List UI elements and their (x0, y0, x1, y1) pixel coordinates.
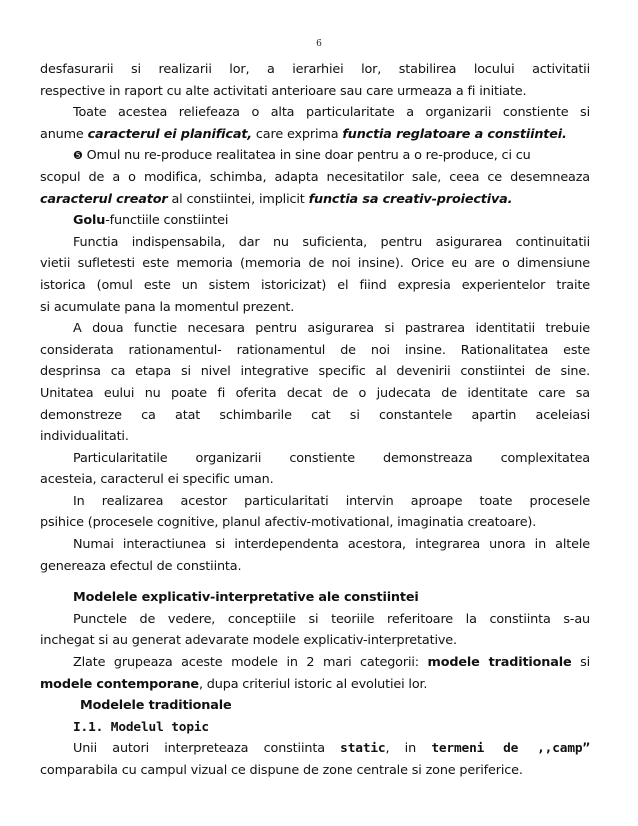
text-line: Numai interactiunea si interdependenta acestora, integrarea unora in altele (73, 537, 590, 553)
text-line: desprinsa ca etapa si nivel integrative specific al devenirii constiintei de sine. (40, 364, 590, 380)
emphasis-text: functia reglatoare a constiintei. (342, 126, 567, 142)
text-span: -functiile constiintei (105, 213, 229, 229)
text-span: anume (40, 126, 88, 142)
text-line: acesteia, caracterul ei specific uman. (40, 472, 274, 488)
subsection-heading: Modelele traditionale (80, 698, 232, 714)
numbered-bullet-icon: ❺ (73, 149, 83, 163)
text-line: Punctele de vedere, conceptiile si teoriile referitoare la constiinta s-au (73, 611, 590, 627)
text-line (40, 124, 590, 146)
text-span: , dupa criteriul istoric al evolutiei lor. (198, 676, 428, 692)
emphasis-text: caracterul ei planificat, (87, 126, 252, 142)
text-span: si (571, 655, 590, 671)
text-line: scopul de a o modifica, schimba, adapta necesitatilor sale, ceea ce desemneaza (40, 169, 590, 185)
text-line: comparabila cu campul vizual ce dispune de zone centrale si zone periferice. (40, 763, 523, 778)
author-name: Golu (73, 213, 106, 229)
paragraph-gap (40, 577, 590, 587)
text-span: Omul nu re-produce realitatea in sine doar pentru a o re-produce, ci cu (82, 148, 531, 164)
text-line: desfasurarii si realizarii lor, a ierarhiei lor, stabilirea locului activitatii (40, 62, 590, 77)
text-line (40, 210, 590, 232)
text-line: In realizarea acestor particularitati intervin aproape toate procesele (73, 493, 590, 509)
text-line: individualitati. (40, 429, 129, 445)
text-line: inchegat si au generat adevarate modele explicativ-interpretative. (40, 633, 457, 649)
text-line (40, 738, 590, 760)
text-line: considerata rationamentul- rationamentul de noi insine. Rationalitatea este (40, 342, 590, 358)
section-heading: Modelele explicativ-interpretative ale constiintei (73, 590, 419, 606)
text-span: care exprima (252, 126, 343, 142)
emphasis-text: modele traditionale (427, 655, 572, 671)
text-span: Zlate grupeaza aceste modele in 2 mari categorii: (73, 655, 428, 671)
text-line (40, 145, 590, 167)
text-line: Unitatea eului nu poate fi oferita decat de o judecata de identitate care sa (40, 385, 590, 401)
text-span: al constiintei, implicit (167, 191, 309, 207)
text-line: respective in raport cu alte activitati anterioare sau care urmeaza a fi initiate. (40, 83, 527, 99)
emphasis-text: termeni de ,,camp” (431, 741, 590, 757)
text-line (40, 674, 590, 696)
text-line: demonstreze ca atat schimbarile cat si constantele apartin aceleiasi (40, 407, 590, 423)
text-line: Functia indispensabila, dar nu suficienta, pentru asigurarea continuitatii (73, 234, 590, 250)
text-line: genereaza efectul de constiinta. (40, 558, 242, 574)
subsection-heading: I.1. Modelul topic (73, 719, 209, 735)
text-line: si acumulate pana la momentul prezent. (40, 299, 295, 315)
emphasis-text: static (340, 741, 386, 757)
text-line: vietii sufletesti este memoria (memoria de noi insine). Orice eu are o dimensiune (40, 256, 590, 272)
text-line (40, 652, 590, 674)
text-line: Toate acestea reliefeaza o alta particularitate a organizarii constiente si (73, 105, 590, 121)
emphasis-text: caracterul creator (40, 191, 168, 207)
emphasis-text: functia sa creativ-proiectiva. (308, 191, 513, 207)
text-span: Unii autori interpreteaza constiinta (73, 741, 341, 757)
text-line: istorica (omul este un sistem istoricizat) el fiind expresia experientelor traite (40, 277, 590, 293)
emphasis-text: modele contemporane (40, 676, 199, 692)
text-line: A doua functie necesara pentru asigurarea si pastrarea identitatii trebuie (73, 321, 590, 337)
text-span: , in (385, 741, 432, 757)
text-line: Particularitatile organizarii constiente demonstreaza complexitatea (73, 450, 590, 466)
text-line (40, 189, 590, 211)
text-line: psihice (procesele cognitive, planul afectiv-motivational, imaginatia creatoare). (40, 515, 537, 531)
page-number: 6 (316, 39, 322, 49)
document-body (40, 59, 590, 782)
